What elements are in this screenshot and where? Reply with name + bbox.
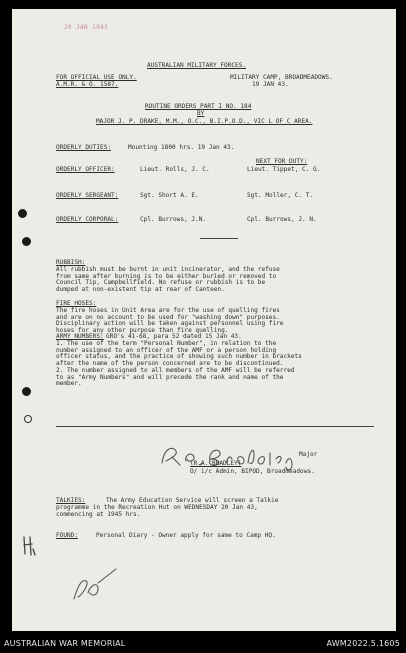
duties-label: ORDERLY DUTIES: bbox=[56, 144, 112, 151]
found-text: Personal Diary - Owner apply for same to Camp HQ. bbox=[96, 532, 276, 539]
punch-hole bbox=[22, 387, 31, 396]
rubbish-line: dumped at non-existent tip at rear of Canteen. bbox=[56, 286, 225, 294]
fire-hoses-line: and are on no account to be used for "washing down" purposes. bbox=[56, 313, 280, 321]
fire-hoses-line: hoses for any other purpose than fire quelling. bbox=[56, 327, 229, 335]
army-numbers-body bbox=[56, 341, 368, 388]
talkies-line: programme in the Recreation Hut on WEDNESDAY 20 Jan 43, bbox=[56, 504, 258, 511]
rubbish-body bbox=[56, 267, 368, 294]
issuing-officer: MAJOR J. P. DRAKE, M.M., O.C., B.I.P.O.D., VIC L OF C AREA. bbox=[96, 118, 313, 125]
punch-hole bbox=[24, 415, 32, 423]
punch-hole bbox=[18, 209, 27, 218]
fire-hoses-title: FIRE HOSES: bbox=[56, 300, 97, 307]
fire-hoses-body bbox=[56, 308, 368, 335]
army-numbers-line: 2. The number assigned to all members of the AMF will be referred bbox=[56, 366, 295, 374]
duties-time: Mounting 1800 hrs. 19 Jan 43. bbox=[128, 144, 235, 151]
next-duty-label: NEXT FOR DUTY: bbox=[256, 158, 308, 165]
section-divider bbox=[200, 238, 238, 239]
army-numbers-reference: GRO's 41-68, para 52 dated 15 Jan 43. bbox=[106, 333, 242, 340]
rubbish-line: from same after burning is to be either buried or removed to bbox=[56, 272, 277, 280]
rubbish-title: RUBBISH: bbox=[56, 259, 86, 266]
army-numbers-line: member. bbox=[56, 380, 82, 388]
signatory-title: O/ i/c Admin, BIPOD, Broadmeadows. bbox=[190, 468, 315, 475]
punch-hole bbox=[22, 237, 31, 246]
orderly-corporal-current: Cpl. Burrows, J.N. bbox=[140, 216, 207, 223]
talkies-line: The Army Education Service will screen a Talkie bbox=[106, 497, 279, 504]
orderly-corporal-label: ORDERLY CORPORAL: bbox=[56, 216, 119, 223]
fire-hoses-line: The fire hoses in Unit Area are for the use of quelling fires bbox=[56, 307, 280, 314]
camp-location: MILITARY CAMP, BROADMEADOWS. bbox=[230, 74, 333, 81]
document-date: 19 JAN 43. bbox=[252, 81, 289, 88]
orderly-corporal-next: Cpl. Burrows, J. N. bbox=[247, 216, 317, 223]
talkies-line: commencing at 1945 hrs. bbox=[56, 511, 141, 518]
footer-accession-number: AWM2022.5.1605 bbox=[326, 639, 400, 648]
orderly-officer-label: ORDERLY OFFICER: bbox=[56, 166, 115, 173]
orders-by: BY bbox=[197, 110, 205, 117]
document-heading: AUSTRALIAN MILITARY FORCES. bbox=[147, 62, 247, 69]
signature-rank: Major bbox=[299, 451, 318, 458]
army-numbers-line: officer status, and the practice of showing such number in brackets bbox=[56, 353, 302, 361]
army-numbers-line: 1. The use of the term "Personal Number", in relation to the bbox=[56, 340, 277, 347]
document-page bbox=[12, 9, 396, 631]
amr-reference: A.M.R. & O. 1587. bbox=[56, 81, 119, 88]
fire-hoses-line: Disciplinary action will be taken against personnel using fire bbox=[56, 320, 284, 328]
date-stamp: 20 JAN 1943 bbox=[64, 24, 109, 31]
orderly-sergeant-current: Sgt. Short A. E. bbox=[140, 192, 199, 199]
pencil-mark-icon bbox=[21, 535, 37, 557]
footer-institution: AUSTRALIAN WAR MEMORIAL bbox=[4, 639, 126, 648]
section-divider bbox=[56, 426, 374, 427]
rubbish-line: All rubbish must be burnt in unit incinerator, and the refuse bbox=[56, 266, 280, 273]
talkies-title: TALKIES: bbox=[56, 497, 86, 504]
orderly-sergeant-next: Sgt. Moller, C. T. bbox=[247, 192, 314, 199]
army-numbers-title: ARMY NUMBERS: bbox=[56, 333, 104, 340]
orderly-officer-next: Lieut. Tippet, C. G. bbox=[247, 166, 321, 173]
orderly-officer-current: Lieut. Rolls, J. C. bbox=[140, 166, 210, 173]
orderly-sergeant-label: ORDERLY SERGEANT: bbox=[56, 192, 119, 199]
signatory-name: (R.A. BRADLEY) bbox=[190, 460, 242, 467]
army-numbers-line: after the name of the person concerned are to be discontinued. bbox=[56, 360, 284, 368]
army-numbers-line: to as "Army Numbers" and will precede the rank and name of the bbox=[56, 373, 284, 381]
army-numbers-line: number assigned to an officer of the AMF or a person holding bbox=[56, 346, 277, 354]
official-use-line: FOR OFFICIAL USE ONLY. bbox=[56, 74, 137, 81]
found-title: FOUND: bbox=[56, 532, 79, 539]
initials-icon bbox=[68, 565, 120, 603]
orders-title: ROUTINE ORDERS PART I NO. 184 bbox=[145, 103, 252, 110]
rubbish-line: Council Tip, Campbellfield. No refuse or rubbish is to be bbox=[56, 279, 266, 287]
